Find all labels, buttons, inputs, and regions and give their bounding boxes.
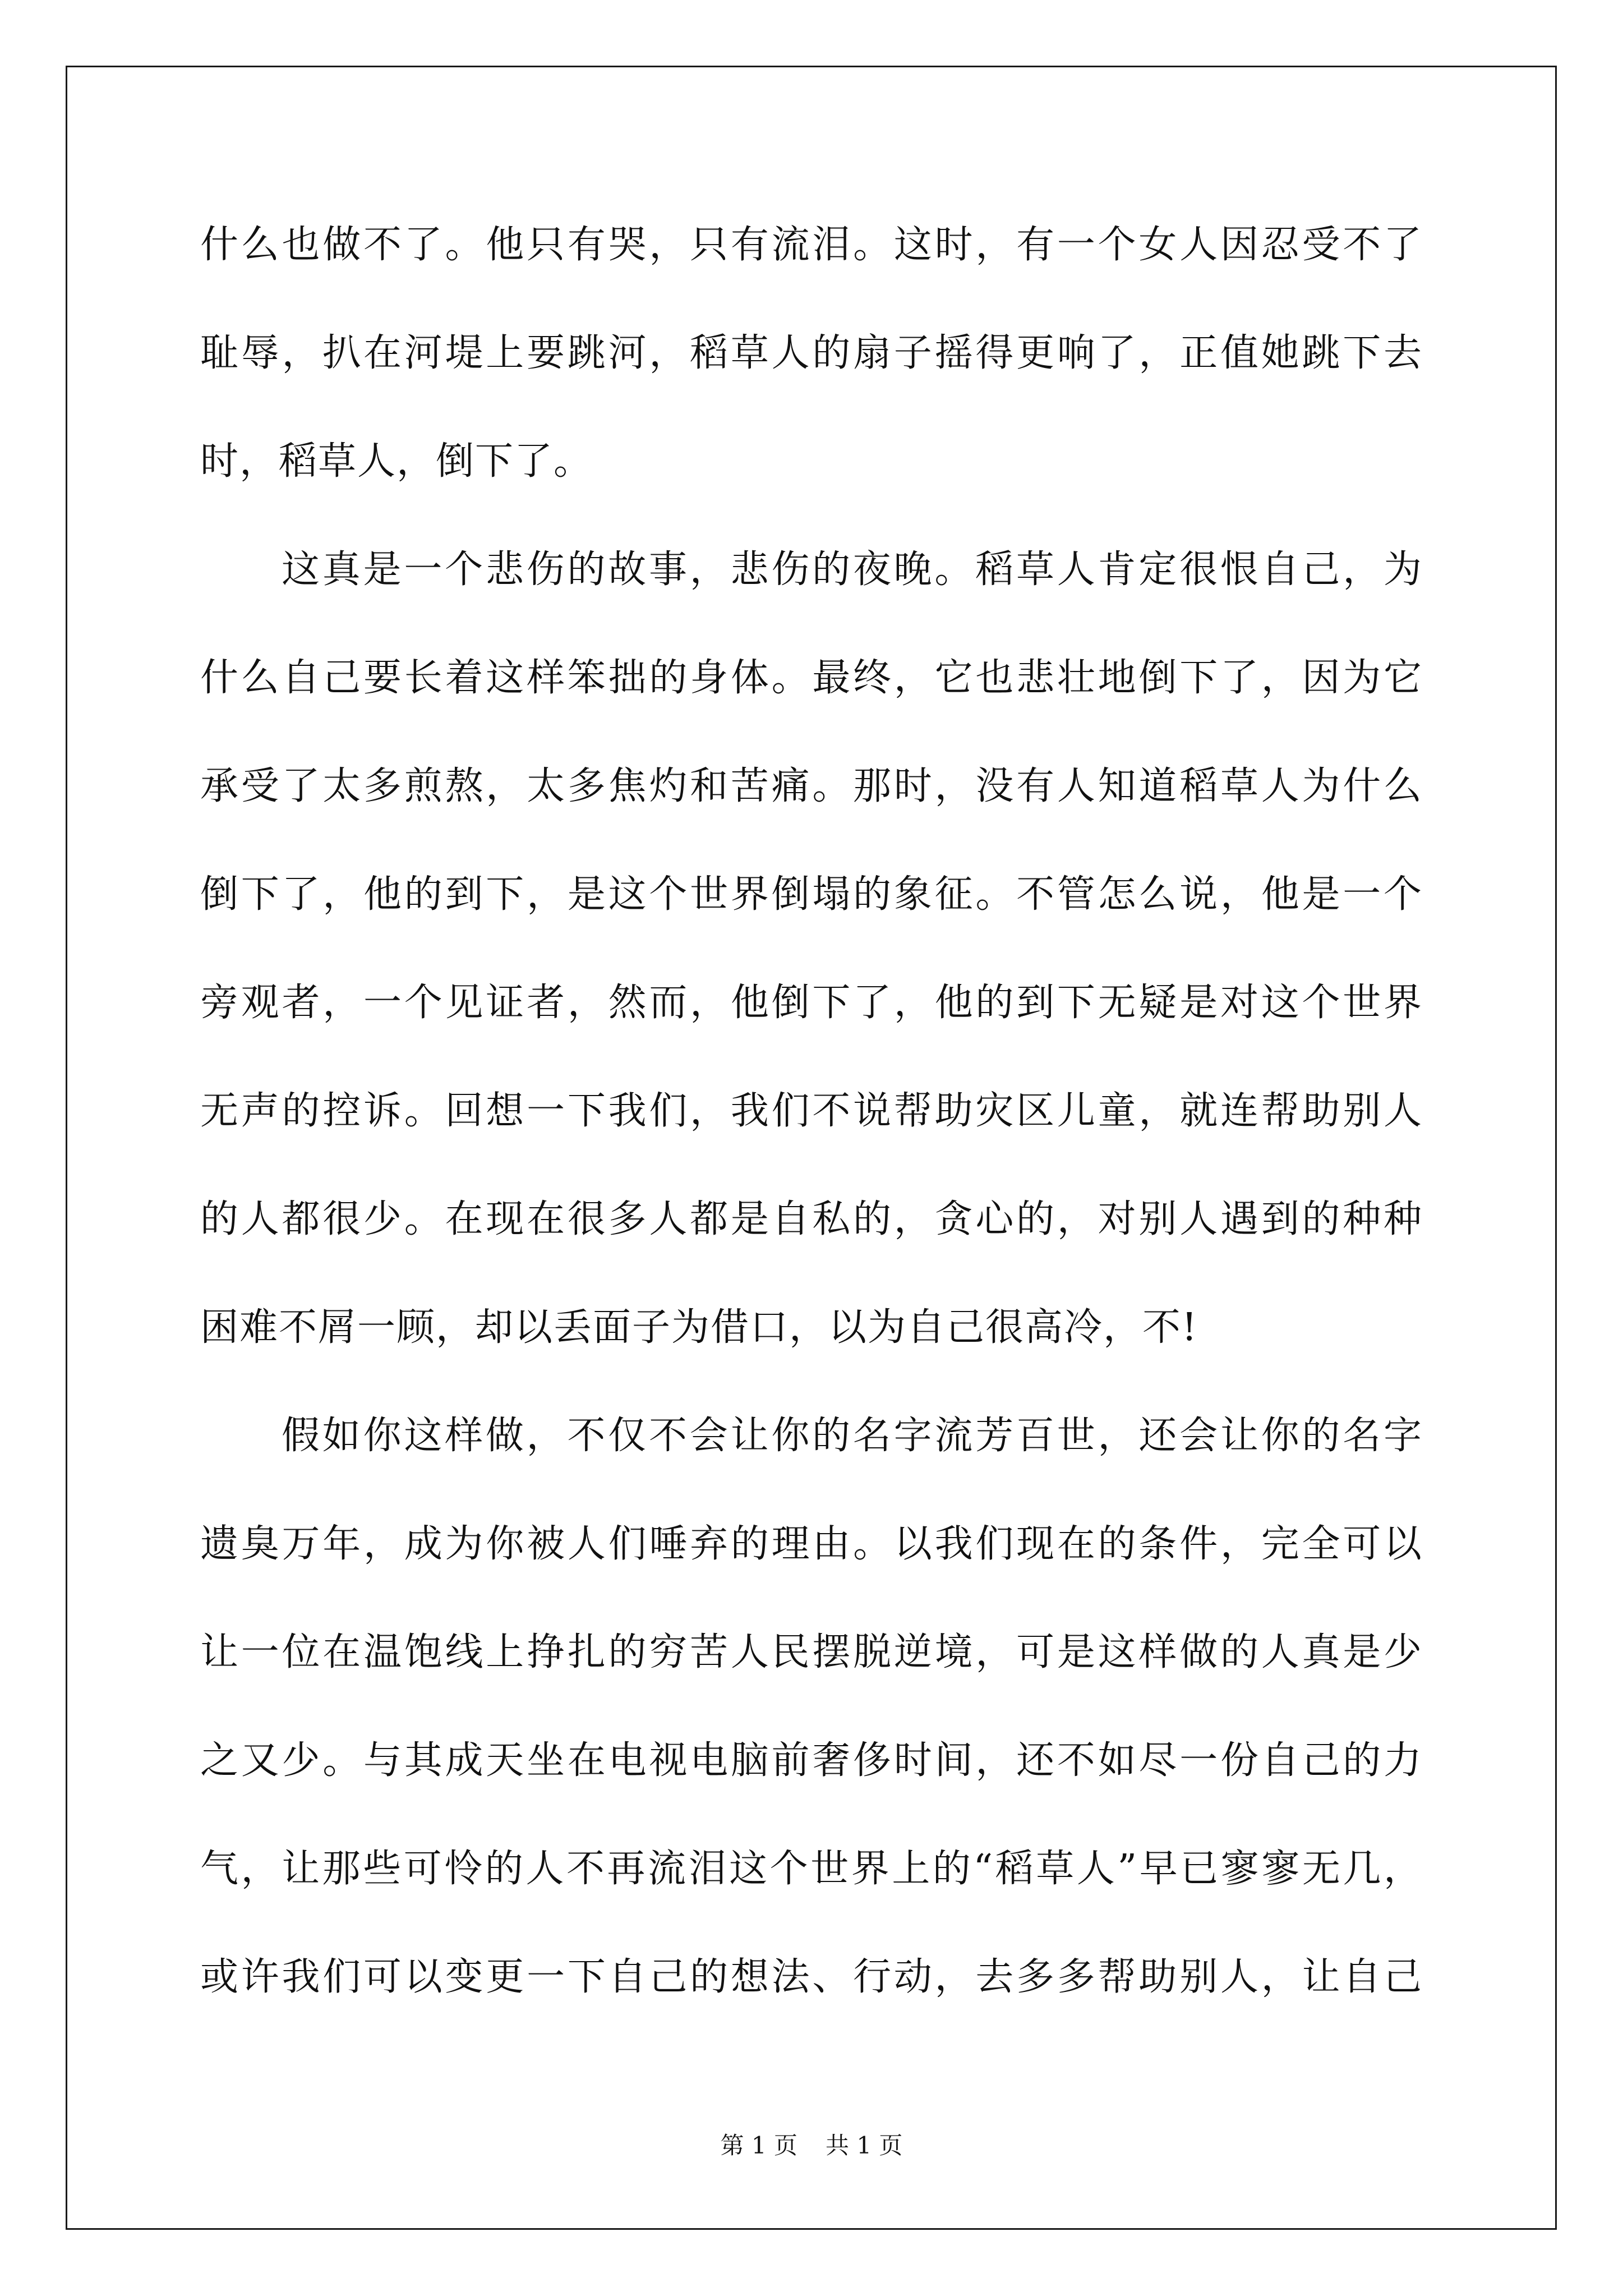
text-line: 让一位在温饱线上挣扎的穷苦人民摆脱逆境，可是这样做的人真是少 [200,1630,1423,1674]
text-line: 什么也做不了。他只有哭，只有流泪。这时，有一个女人因忍受不了 [200,223,1423,267]
paragraph-first-line: 假如你这样做，不仅不会让你的名字流芳百世，还会让你的名字 [282,1414,1423,1458]
text-line: 遗臭万年，成为你被人们唾弃的理由。以我们现在的条件，完全可以 [200,1522,1423,1566]
text-line: 气，让那些可怜的人不再流泪这个世界上的“稻草人”早已寥寥无几， [200,1847,1423,1891]
page-footer [0,2129,1623,2162]
text-line: 承受了太多煎熬，太多焦灼和苦痛。那时，没有人知道稻草人为什么 [200,764,1423,808]
document-body [200,191,1423,2031]
page-number-current: 第 1 页 [720,2132,797,2159]
text-line: 困难不屑一顾，却以丢面子为借口，以为自己很高冷，不! [200,1305,1198,1350]
text-line: 之又少。与其成天坐在电视电脑前奢侈时间，还不如尽一份自己的力 [200,1738,1423,1783]
text-line: 的人都很少。在现在很多人都是自私的，贪心的，对别人遇到的种种 [200,1197,1423,1241]
text-line: 耻辱，扒在河堤上要跳河，稻草人的扇子摇得更响了，正值她跳下去 [200,331,1423,375]
text-line: 或许我们可以变更一下自己的想法、行动，去多多帮助别人，让自己 [200,1955,1423,1999]
page-number-total: 共 1 页 [826,2132,903,2159]
text-line: 什么自己要长着这样笨拙的身体。最终，它也悲壮地倒下了，因为它 [200,656,1423,700]
text-line: 无声的控诉。回想一下我们，我们不说帮助灾区儿童，就连帮助别人 [200,1089,1423,1133]
text-line: 时，稻草人，倒下了。 [200,439,593,484]
text-line: 倒下了，他的到下，是这个世界倒塌的象征。不管怎么说，他是一个 [200,872,1423,917]
text-line: 旁观者，一个见证者，然而，他倒下了，他的到下无疑是对这个世界 [200,981,1423,1025]
paragraph-first-line: 这真是一个悲伤的故事，悲伤的夜晚。稻草人肯定很恨自己，为 [282,547,1423,592]
